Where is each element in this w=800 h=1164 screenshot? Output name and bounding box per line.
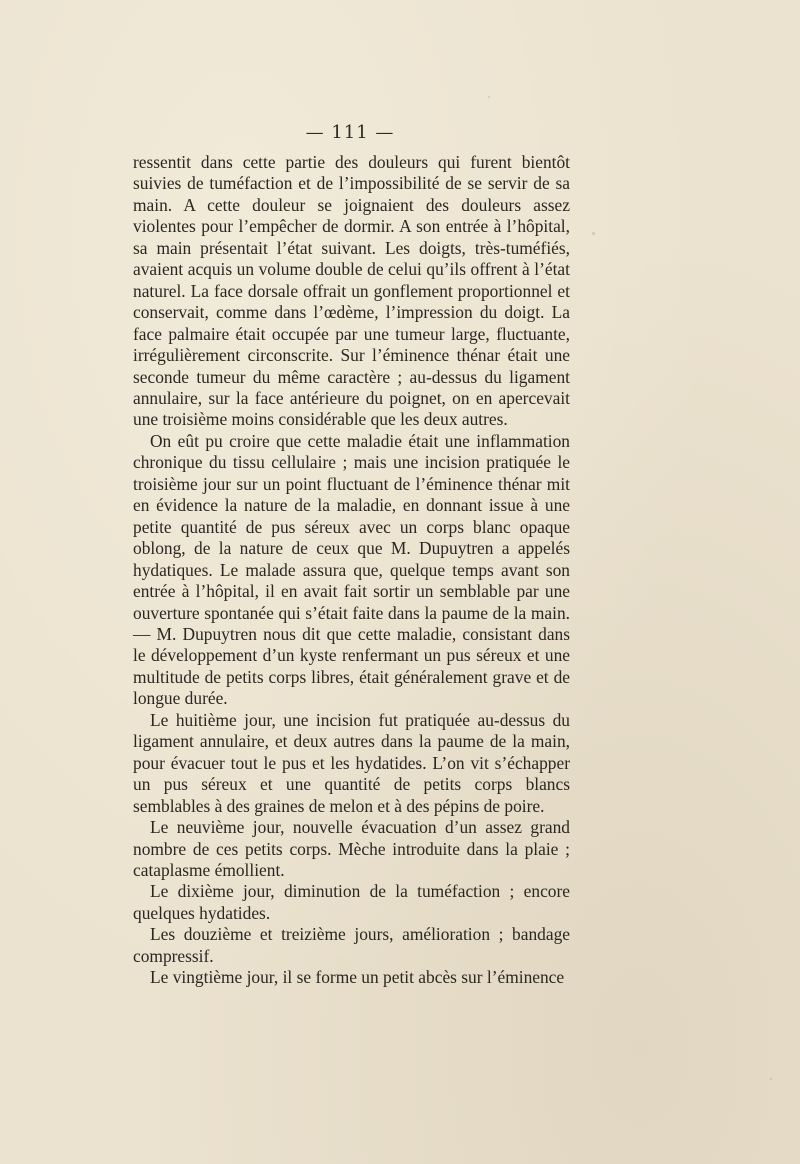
paper-speck	[592, 232, 595, 235]
paragraph-5: Le dixième jour, diminution de la tuméfaction ; encore quelques hydatides.	[133, 881, 570, 923]
paragraph-3: Le huitième jour, une incision fut pratiquée au-dessus du ligament annulaire, et deux autres dans la paume de la main, pour évacuer tout le pus et les hydatides. L’on vit s’échapper un pus séreux et une quantité de petits corps blancs semblables à des graines de melon et à des pépins de poire.	[133, 709, 570, 816]
paragraph-1: ressentit dans cette partie des douleurs qui furent bientôt suivies de tuméfaction et de l’impossibilité de se servir de sa main. A cette douleur se joignaient des douleurs assez violentes pour l’empêcher de dormir. A son entrée à l’hôpital, sa main présentait l’état suivant. Les doigts, très-tuméfiés, avaient acquis un volume double de celui qu’ils offrent à l’état naturel. La face dorsale offrait un gonflement proportionnel et conservait, comme dans l’œdème, l’impression du doigt. La face palmaire était occupée par une tumeur large, fluctuante, irrégulièrement circonscrite. Sur l’éminence thénar était une seconde tumeur du même caractère ; au-dessus du ligament annulaire, sur la face antérieure du poignet, on en apercevait une troisième moins considérable que les deux autres.	[133, 152, 570, 430]
paper-speck	[488, 96, 490, 98]
paragraph-2: On eût pu croire que cette maladie était une inflammation chronique du tissu cellulaire ; mais une incision pratiquée le troisième jour sur un point fluctuant de l’éminence thénar mit en évidence la nature de la maladie, en donnant issue à une petite quantité de pus séreux avec un corps blanc opaque oblong, de la nature de ceux que M. Dupuytren a appelés hydatiques. Le malade assura que, quelque temps avant son entrée à l’hôpital, il en avait fait sortir un semblable par une ouverture spontanée qui s’était faite dans la paume de la main. — M. Dupuytren nous dit que cette maladie, consistant dans le développement d’un kyste renfermant un pus séreux et une multitude de petits corps libres, était généralement grave et de longue durée.	[133, 430, 570, 709]
paper-speck	[770, 1078, 772, 1080]
body-text	[133, 152, 570, 989]
paragraph-6: Les douzième et treizième jours, amélioration ; bandage compressif.	[133, 924, 570, 966]
page-number: — 111 —	[305, 122, 395, 143]
paragraph-7: Le vingtième jour, il se forme un petit abcès sur l’éminence	[150, 967, 565, 988]
paragraph-4: Le neuvième jour, nouvelle évacuation d’un assez grand nombre de ces petits corps. Mèche introduite dans la plaie ; cataplasme émollient.	[133, 817, 570, 880]
